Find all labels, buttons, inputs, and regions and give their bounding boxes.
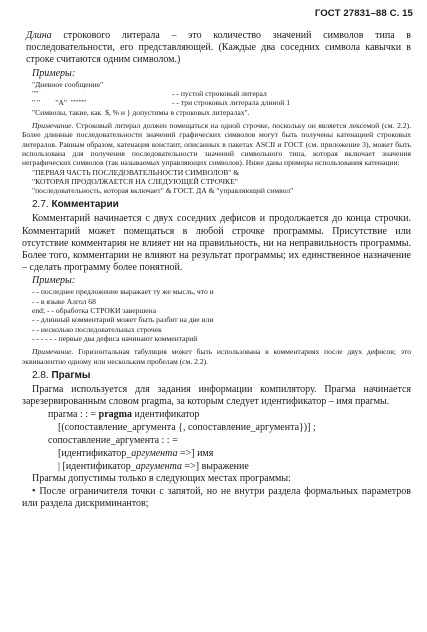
bullet-item: • После ограничителя точки с запятой, но не внутри раздела формальных параметров или раздела дискриминантов; (22, 485, 411, 509)
grammar-line: прагма : : = pragma идентификатор (48, 409, 200, 421)
note-literal (22, 121, 411, 168)
note-text: Горизонтальная табуляция может быть использована в комментариях после двух дефисов; это эквивалентно одному или нескольким пробелам (см. 2.2). (22, 347, 411, 366)
example-line (32, 80, 411, 89)
section-heading-2-7 (32, 199, 411, 211)
example-line (32, 98, 411, 107)
literal-length-text: строкового литерала – это количество значений символов типа в последовательности, его представляющей. (Каждые два соседних символа кавычки в строке считаются одним символом.) (26, 30, 411, 66)
page-content (22, 30, 411, 510)
section-number: 2.7. (32, 199, 49, 211)
example-code: "Символы, такие, как $, % и } допустимы в строковых литералах". (32, 107, 250, 117)
note-text: Строковый литерал должен помещаться на одной строчке, поскольку он является лексемой (см. 2.2). Более длинные последовательности значений графических символов могут быть получены катенацией строковых литералов. Равным образом, катенация констант, описанных в пакетах ASCII и ГОСТ (см. приложение 3), может быть использована для получения последовательности значений символьного типа, которая включает значения неграфических символов (так называемых управляющих символов). Ниже даны примеры использования катенации: (22, 120, 411, 168)
section-title: Комментарии (51, 199, 119, 211)
section-heading-2-8 (32, 370, 411, 382)
note-comments (22, 347, 411, 366)
paragraph-literal-length (26, 30, 411, 67)
example-line (32, 89, 411, 98)
concat-line: "ПЕРВАЯ ЧАСТЬ ПОСЛЕДОВАТЕЛЬНОСТИ СИМВОЛОВ" & (32, 167, 240, 177)
paragraph-comments: Комментарий начинается с двух соседних дефисов и продолжается до конца строчки. Комментарий может помещаться в любой строчке программы. Присутствие или отсутствие комментария не влияет ни на правильность, ни на неправильность программы. Более того, комментарии не влияют на результат программы; их единственное назначение – сделать программу более понятной. (22, 213, 411, 274)
term-length: Длина (26, 30, 52, 41)
comment-line: - - - - - - первые два дефиса начинают комментарий (32, 333, 198, 343)
comment-line: - - длинный комментарий может быть разбит на две или (32, 315, 214, 325)
concat-line: "последовательность, которая включает" & ГОСТ. ДА & "управляющий символ" (32, 186, 294, 196)
page-header: ГОСТ 27831–88 С. 15 (314, 8, 413, 19)
note-label: Примечание. (32, 347, 74, 357)
comment-examples (32, 287, 411, 343)
example-comment: - - пустой строковый литерал (172, 88, 267, 98)
grammar-line: сопоставление_аргумента : : = (48, 435, 178, 447)
pragma-grammar (48, 408, 411, 473)
comment-line: - - в языке Алгол 68 (32, 296, 96, 306)
grammar-line: [идентификатор_аргумента =>] имя (58, 448, 214, 460)
literal-examples (32, 80, 411, 117)
comment-line: end; - - обработка СТРОКИ завершена (32, 306, 157, 316)
paragraph-pragma: Прагма используется для задания информации компилятору. Прагма начинается зарезервированным словом pragma, за которым следует идентификатор – имя прагмы. (22, 384, 411, 408)
comment-line: - - несколько последовательных строчек (32, 324, 162, 334)
note-label: Примечание. (32, 120, 74, 130)
comment-line: - - последнее предложение выражает ту же мысль, что и (32, 287, 214, 297)
section-number: 2.8. (32, 370, 49, 382)
concat-line: "КОТОРАЯ ПРОДОЛЖАЕТСЯ НА СЛЕДУЮЩЕЙ СТРОЧКЕ" (32, 177, 238, 187)
section-title: Прагмы (51, 370, 91, 382)
examples-label: Примеры: (32, 275, 76, 287)
keyword-pragma: pragma (98, 409, 132, 421)
example-code: "" (32, 88, 39, 98)
example-line (32, 108, 411, 117)
grammar-line: [(сопоставление_аргумента {, сопоставление_аргумента})] ; (58, 422, 316, 434)
example-code: " " "А" """"" (32, 98, 87, 108)
paragraph-allowed-places: Прагмы допустимы только в следующих местах программы: (32, 473, 291, 485)
examples-label: Примеры: (32, 67, 76, 79)
concat-examples (32, 168, 411, 196)
grammar-line: | [идентификатор_аргумента =>] выражение (58, 461, 249, 473)
example-comment: - - три строковых литерала длиной 1 (172, 98, 291, 108)
example-code: "Дневное сообщение" (32, 79, 104, 89)
